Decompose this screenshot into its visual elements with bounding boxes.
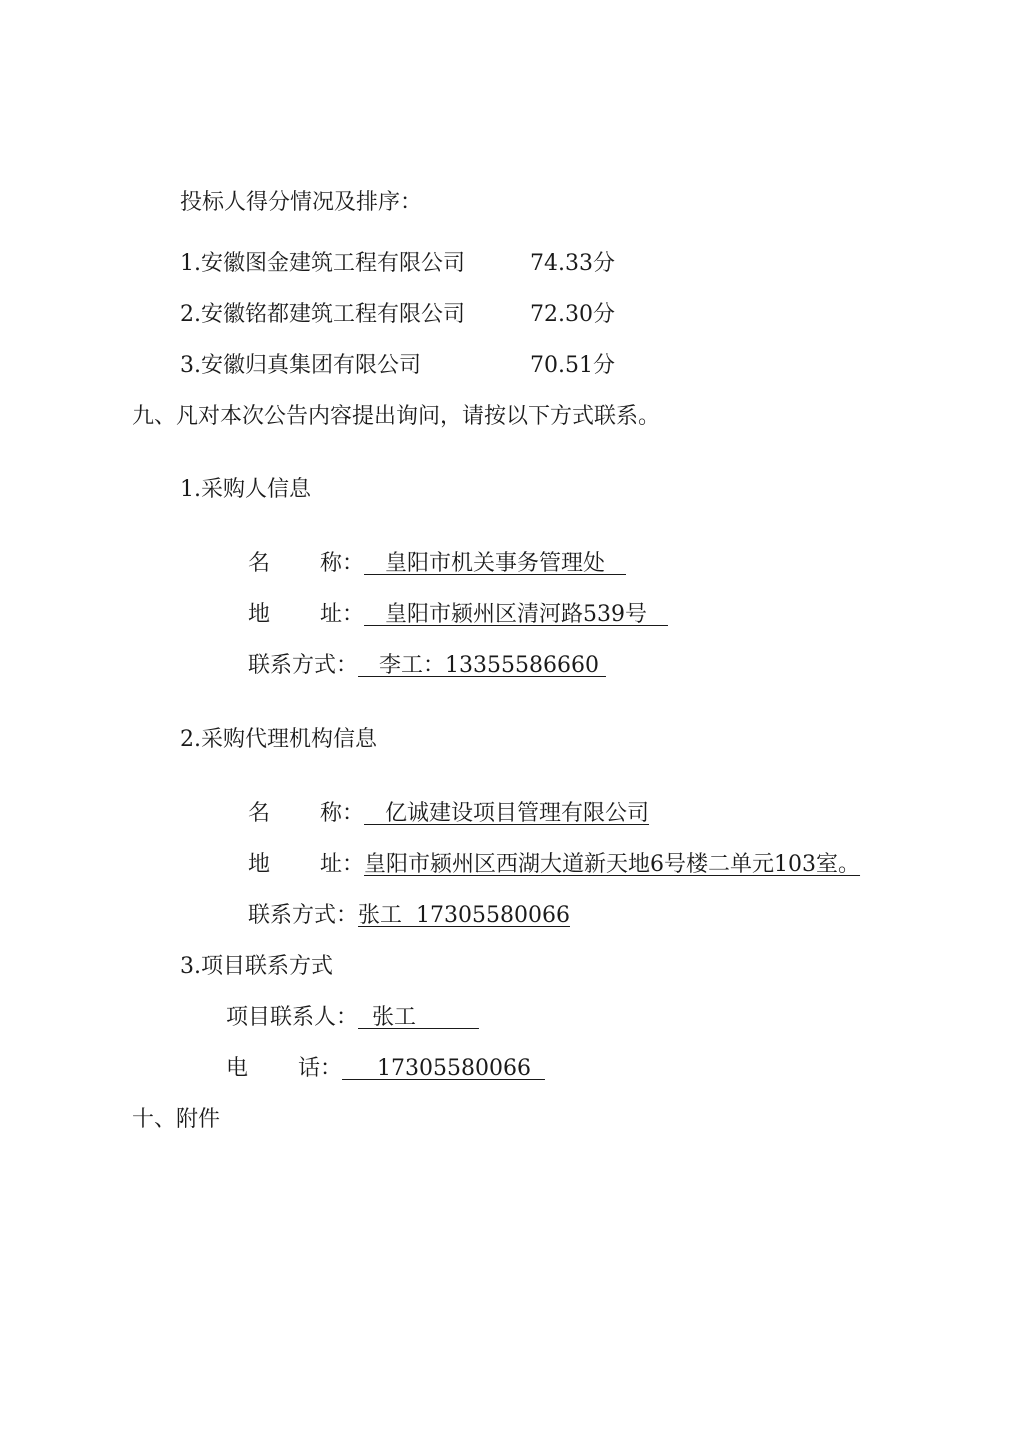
agency-name-value: 亿诚建设项目管理有限公司 xyxy=(364,801,650,826)
field-label: 联系方式： xyxy=(248,653,359,678)
field-label: 电 xyxy=(226,1056,249,1081)
project-title: 3.项目联系方式 xyxy=(180,954,333,979)
section10-heading: 十、附件 xyxy=(132,1107,221,1132)
field-label: 称： xyxy=(320,801,365,826)
field-label: 联系方式： xyxy=(248,903,359,928)
field-label: 称： xyxy=(320,551,365,576)
project-phone-value: 17305580066 xyxy=(342,1056,545,1081)
agency-contact-row xyxy=(248,903,570,929)
agency-address-row xyxy=(248,852,860,878)
agency-name-row xyxy=(248,801,649,827)
purchaser-title: 1.采购人信息 xyxy=(180,477,311,502)
bidder-score: 74.33分 xyxy=(530,251,615,276)
field-label: 址： xyxy=(320,852,365,877)
field-label: 项目联系人： xyxy=(226,1005,359,1030)
purchaser-address-row xyxy=(248,602,668,628)
field-label: 地 xyxy=(248,852,271,877)
purchaser-contact-row xyxy=(248,653,606,679)
field-label: 址： xyxy=(320,602,365,627)
purchaser-address-value: 皇阳市颍州区清河路539号 xyxy=(364,602,668,627)
bidder-score: 72.30分 xyxy=(530,302,615,327)
agency-contact-value: 张工 17305580066 xyxy=(358,903,570,928)
bidder-score: 70.51分 xyxy=(530,353,615,378)
section9-heading: 九、凡对本次公告内容提出询问，请按以下方式联系。 xyxy=(132,404,661,429)
bidder-name: 3.安徽归真集团有限公司 xyxy=(180,353,421,378)
bidder-name: 1.安徽图金建筑工程有限公司 xyxy=(180,251,465,276)
project-phone-row xyxy=(226,1056,545,1082)
ranking-intro: 投标人得分情况及排序： xyxy=(180,190,423,215)
bidder-name: 2.安徽铭都建筑工程有限公司 xyxy=(180,302,465,327)
field-label: 地 xyxy=(248,602,271,627)
purchaser-name-row xyxy=(248,551,626,577)
purchaser-name-value: 皇阳市机关事务管理处 xyxy=(364,551,626,576)
field-label: 名 xyxy=(248,551,271,576)
field-label: 话： xyxy=(298,1056,343,1081)
agency-address-value: 皇阳市颍州区西湖大道新天地6号楼二单元103室。 xyxy=(364,852,861,877)
field-label: 名 xyxy=(248,801,271,826)
purchaser-contact-value: 李工：13355586660 xyxy=(358,653,606,678)
project-person-row xyxy=(226,1005,479,1031)
project-person-value: 张工 xyxy=(358,1005,479,1030)
agency-title: 2.采购代理机构信息 xyxy=(180,727,377,752)
